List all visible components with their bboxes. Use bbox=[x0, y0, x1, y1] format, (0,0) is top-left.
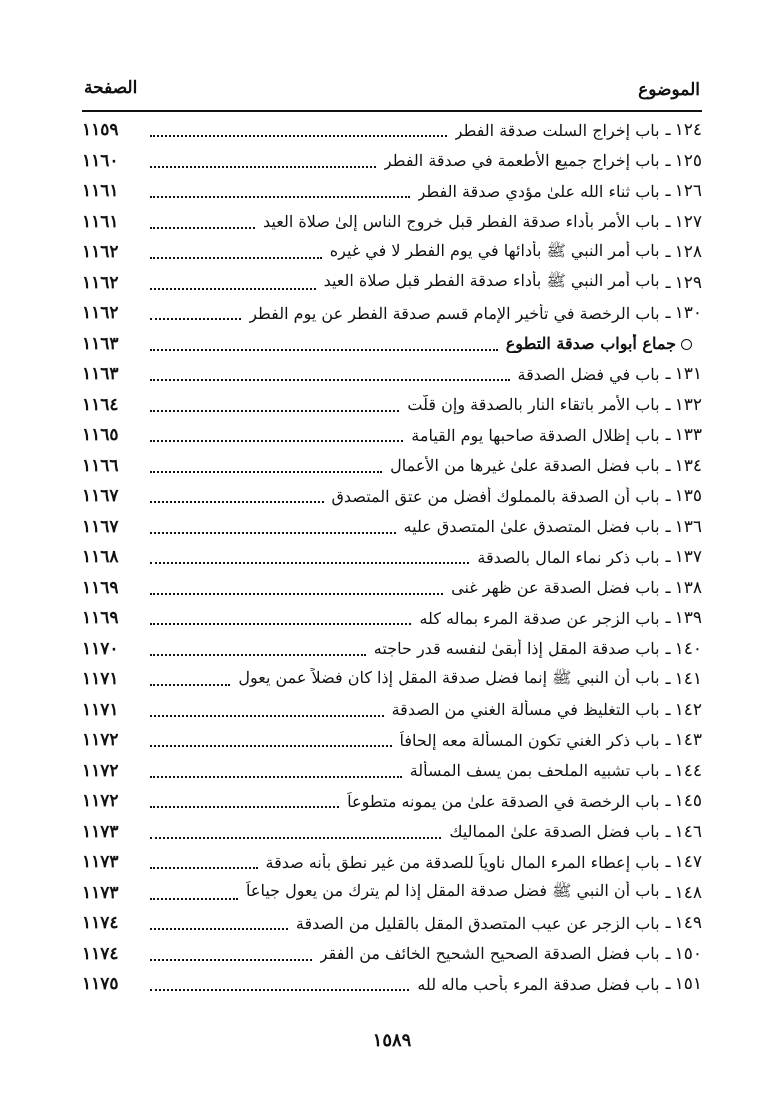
entry-dash: ـ bbox=[665, 730, 671, 751]
entry-dash: ـ bbox=[665, 425, 671, 446]
entry-page-number: ١١٧٤ bbox=[82, 913, 119, 934]
entry-number: ١٤٥ bbox=[674, 791, 702, 812]
toc-entry[interactable] bbox=[82, 512, 702, 543]
entry-dash: ـ bbox=[665, 211, 671, 232]
entry-page-number: ١١٧٢ bbox=[82, 791, 119, 812]
entry-number: ١٢٤ bbox=[674, 120, 702, 141]
dot-leader bbox=[150, 337, 498, 351]
entry-number: ١٣٢ bbox=[674, 394, 702, 415]
entry-title-text: باب ذكر الغني تكون المسألة معه إلحافاً bbox=[399, 730, 660, 750]
entry-title-text: باب إظلال الصدقة صاحبها يوم القيامة bbox=[411, 425, 660, 445]
entry-dash: ـ bbox=[665, 760, 671, 781]
entry-title bbox=[506, 334, 692, 353]
entry-title bbox=[324, 271, 660, 294]
entry-dash: ـ bbox=[665, 577, 671, 598]
entry-title bbox=[296, 914, 660, 933]
entry-title-text: باب أن النبي ﷺ إنما فضل صدقة المقل إذا كان فضلاً عمن يعول bbox=[238, 667, 660, 687]
entry-title bbox=[347, 792, 659, 811]
entry-title bbox=[451, 578, 659, 597]
dot-leader bbox=[150, 276, 316, 290]
entry-title bbox=[263, 212, 660, 231]
entry-page-number: ١١٧١ bbox=[82, 699, 119, 720]
page-number: ١٥٨٩ bbox=[372, 1030, 412, 1051]
entry-title bbox=[407, 395, 659, 414]
entry-title-text: باب إخراج جميع الأطعمة في صدقة الفطر bbox=[383, 151, 660, 171]
entry-title-text: باب فضل صدقة المرء بأحب ماله لله bbox=[417, 974, 660, 994]
entry-page-number: ١١٧١ bbox=[82, 669, 119, 690]
toc-page bbox=[82, 70, 702, 1060]
entry-dash: ـ bbox=[665, 120, 671, 141]
toc-entry[interactable] bbox=[82, 695, 702, 726]
entry-dash: ـ bbox=[665, 699, 671, 720]
entry-title-text: باب الرخصة في تأخير الإمام قسم صدقة الفطر عن يوم الفطر bbox=[249, 303, 660, 323]
entry-dash: ـ bbox=[665, 455, 671, 476]
dot-leader bbox=[150, 489, 324, 503]
entry-page-number: ١١٦٥ bbox=[82, 425, 119, 446]
entry-number: ١٣٤ bbox=[674, 455, 702, 476]
toc-entry[interactable] bbox=[82, 207, 702, 238]
entry-title bbox=[477, 548, 659, 567]
entry-dash: ـ bbox=[665, 943, 671, 964]
dot-leader bbox=[150, 733, 392, 747]
toc-entry[interactable] bbox=[82, 573, 702, 604]
entry-dash: ـ bbox=[665, 303, 671, 324]
toc-entry[interactable] bbox=[82, 786, 702, 817]
dot-leader bbox=[150, 977, 409, 991]
entry-page-number: ١١٧٣ bbox=[82, 821, 119, 842]
entry-number: ١٤٧ bbox=[674, 852, 702, 873]
dot-leader bbox=[150, 764, 402, 778]
entry-page-number: ١١٦٧ bbox=[82, 516, 119, 537]
entry-title bbox=[417, 975, 659, 994]
dot-leader bbox=[150, 947, 312, 961]
entry-number: ١٥٠ bbox=[674, 943, 702, 964]
entry-number: ١٢٩ bbox=[674, 272, 702, 293]
entry-title bbox=[332, 487, 660, 506]
dot-leader bbox=[150, 642, 366, 656]
entry-number: ١٢٦ bbox=[674, 181, 702, 202]
entry-page-number: ١١٧٥ bbox=[82, 974, 119, 995]
dot-leader bbox=[150, 794, 339, 808]
toc-entry[interactable] bbox=[82, 664, 702, 695]
entry-title bbox=[249, 304, 659, 323]
entry-dash: ـ bbox=[665, 638, 671, 659]
entry-title-text: باب الزجر عن عيب المتصدق المقل بالقليل من الصدقة bbox=[295, 913, 660, 933]
dot-leader bbox=[150, 398, 399, 412]
entry-title bbox=[418, 182, 660, 201]
entry-dash: ـ bbox=[665, 974, 671, 995]
entry-dash: ـ bbox=[665, 486, 671, 507]
entry-number: ١٤٢ bbox=[674, 699, 702, 720]
entry-number: ١٢٧ bbox=[674, 211, 702, 232]
toc-entry[interactable] bbox=[82, 298, 702, 329]
entry-title bbox=[390, 456, 660, 475]
entry-page-number: ١١٧٣ bbox=[82, 852, 119, 873]
section-circle-icon bbox=[681, 339, 692, 350]
entry-page-number: ١١٦٢ bbox=[82, 303, 119, 324]
entry-title-text: باب أمر النبي ﷺ بأدائها في يوم الفطر لا في غيره bbox=[329, 240, 660, 260]
entry-title bbox=[384, 151, 660, 170]
toc-header bbox=[82, 70, 702, 106]
entry-number: ١٣٧ bbox=[674, 547, 702, 568]
dot-leader bbox=[150, 916, 288, 930]
entry-title-text: باب فضل الصدقة الصحيح الشحيح الخائف من الفقر bbox=[319, 944, 660, 964]
entry-title bbox=[392, 700, 660, 719]
dot-leader bbox=[150, 611, 411, 625]
toc-entry[interactable] bbox=[82, 146, 702, 177]
entry-title bbox=[320, 944, 660, 963]
toc-entry[interactable] bbox=[82, 634, 702, 665]
dot-leader bbox=[150, 367, 510, 381]
entry-number: ١٣٥ bbox=[674, 486, 702, 507]
entry-title bbox=[374, 639, 660, 658]
dot-leader bbox=[150, 428, 403, 442]
dot-leader bbox=[150, 855, 258, 869]
entry-page-number: ١١٧٣ bbox=[82, 882, 119, 903]
entry-page-number: ١١٦٩ bbox=[82, 608, 119, 629]
entry-title-text: باب أن النبي ﷺ فضل صدقة المقل إذا لم يترك من يعول جياعاً bbox=[246, 881, 660, 901]
entry-dash: ـ bbox=[665, 364, 671, 385]
entry-page-number: ١١٧٢ bbox=[82, 760, 119, 781]
toc-entry[interactable] bbox=[82, 268, 702, 299]
toc-entry[interactable] bbox=[82, 451, 702, 482]
entry-number: ١٥١ bbox=[674, 974, 702, 995]
entry-dash: ـ bbox=[665, 821, 671, 842]
entry-dash: ـ bbox=[665, 791, 671, 812]
entry-page-number: ١١٦٧ bbox=[82, 486, 119, 507]
entry-dash: ـ bbox=[665, 852, 671, 873]
entry-title-text: باب فضل الصدقة علىٰ المماليك bbox=[449, 822, 660, 842]
entry-number: ١٣٦ bbox=[674, 516, 702, 537]
entry-number: ١٣٠ bbox=[674, 303, 702, 324]
header-divider bbox=[82, 110, 702, 112]
entry-page-number: ١١٧٤ bbox=[82, 943, 119, 964]
entry-title bbox=[455, 121, 660, 140]
entry-page-number: ١١٦٣ bbox=[82, 364, 119, 385]
entry-title bbox=[410, 761, 660, 780]
toc-list bbox=[82, 115, 702, 1000]
entry-title-text: باب الزجر عن صدقة المرء بماله كله bbox=[419, 608, 660, 628]
entry-page-number: ١١٦٩ bbox=[82, 577, 119, 598]
entry-number: ١٤٠ bbox=[674, 638, 702, 659]
entry-number: ١٢٨ bbox=[674, 242, 702, 263]
entry-title bbox=[411, 426, 659, 445]
entry-title bbox=[330, 241, 660, 264]
entry-title-text: باب تشبيه الملحف بمن يسف المسألة bbox=[409, 761, 660, 781]
entry-number: ١٤٤ bbox=[674, 760, 702, 781]
toc-entry[interactable] bbox=[82, 969, 702, 1000]
entry-title-text: باب إخراج السلت صدقة الفطر bbox=[454, 120, 660, 140]
dot-leader bbox=[150, 215, 255, 229]
toc-entry[interactable] bbox=[82, 908, 702, 939]
toc-entry[interactable] bbox=[82, 115, 702, 146]
toc-entry[interactable] bbox=[82, 390, 702, 421]
entry-title-text: باب أمر النبي ﷺ بأداء صدقة الفطر قبل صلاة العيد bbox=[323, 271, 660, 291]
entry-title-text: باب ثناء الله علىٰ مؤدي صدقة الفطر bbox=[417, 181, 660, 201]
dot-leader bbox=[150, 306, 241, 320]
entry-number: ١٤٦ bbox=[674, 821, 702, 842]
entry-page-number: ١١٥٩ bbox=[82, 120, 119, 141]
entry-title bbox=[400, 731, 660, 750]
toc-section-heading[interactable] bbox=[82, 329, 702, 360]
dot-leader bbox=[150, 123, 447, 137]
entry-number: ١٢٥ bbox=[674, 150, 702, 171]
dot-leader bbox=[150, 520, 396, 534]
entry-title-text: باب فضل الصدقة عن ظهر غنى bbox=[451, 578, 660, 598]
toc-entry[interactable] bbox=[82, 176, 702, 207]
toc-entry[interactable] bbox=[82, 847, 702, 878]
entry-title bbox=[449, 822, 659, 841]
entry-title-text: باب الرخصة في الصدقة علىٰ من يمونه متطوعاً bbox=[347, 791, 660, 811]
entry-title-text: باب التغليظ في مسألة الغني من الصدقة bbox=[391, 700, 660, 720]
entry-title-text: باب فضل الصدقة علىٰ غيرها من الأعمال bbox=[390, 456, 660, 476]
entry-page-number: ١١٦٢ bbox=[82, 272, 119, 293]
entry-dash: ـ bbox=[665, 150, 671, 171]
entry-page-number: ١١٦٢ bbox=[82, 242, 119, 263]
entry-dash: ـ bbox=[665, 181, 671, 202]
toc-entry[interactable] bbox=[82, 542, 702, 573]
toc-entry[interactable] bbox=[82, 420, 702, 451]
entry-page-number: ١١٦١ bbox=[82, 211, 119, 232]
dot-leader bbox=[150, 154, 376, 168]
entry-title-text: باب صدقة المقل إذا أبقىٰ لنفسه قدر حاجته bbox=[373, 639, 660, 659]
entry-page-number: ١١٧٢ bbox=[82, 730, 119, 751]
entry-dash: ـ bbox=[665, 608, 671, 629]
dot-leader bbox=[150, 184, 410, 198]
dot-leader bbox=[150, 550, 469, 564]
entry-page-number: ١١٦٤ bbox=[82, 394, 119, 415]
toc-entry[interactable] bbox=[82, 603, 702, 634]
dot-leader bbox=[150, 581, 443, 595]
entry-dash: ـ bbox=[665, 242, 671, 263]
entry-dash: ـ bbox=[665, 516, 671, 537]
toc-entry[interactable] bbox=[82, 817, 702, 848]
entry-title-text: باب ذكر نماء المال بالصدقة bbox=[477, 547, 660, 567]
toc-entry[interactable] bbox=[82, 725, 702, 756]
entry-number: ١٣١ bbox=[674, 364, 702, 385]
entry-title-text: باب إعطاء المرء المال ناوياً للصدقة من غير نطق بأنه صدقة bbox=[265, 852, 660, 872]
toc-entry[interactable] bbox=[82, 756, 702, 787]
dot-leader bbox=[150, 459, 382, 473]
dot-leader bbox=[150, 825, 441, 839]
entry-dash: ـ bbox=[665, 913, 671, 934]
header-page-label: الصفحة bbox=[84, 78, 138, 98]
entry-number: ١٤١ bbox=[674, 669, 702, 690]
dot-leader bbox=[150, 703, 384, 717]
toc-entry[interactable] bbox=[82, 481, 702, 512]
entry-number: ١٤٣ bbox=[674, 730, 702, 751]
entry-title bbox=[266, 853, 660, 872]
entry-dash: ـ bbox=[665, 394, 671, 415]
entry-number: ١٣٣ bbox=[674, 425, 702, 446]
entry-page-number: ١١٧٠ bbox=[82, 638, 119, 659]
dot-leader bbox=[150, 672, 230, 686]
entry-dash: ـ bbox=[665, 272, 671, 293]
entry-title bbox=[404, 517, 660, 536]
toc-entry[interactable] bbox=[82, 878, 702, 909]
entry-title bbox=[518, 365, 660, 384]
dot-leader bbox=[150, 886, 238, 900]
entry-page-number: ١١٦٣ bbox=[82, 333, 119, 354]
entry-dash: ـ bbox=[665, 547, 671, 568]
entry-page-number: ١١٦١ bbox=[82, 181, 119, 202]
header-topic-label: الموضوع bbox=[638, 80, 700, 100]
entry-page-number: ١١٦٠ bbox=[82, 150, 119, 171]
entry-page-number: ١١٦٦ bbox=[82, 455, 119, 476]
entry-title-text: باب فضل المتصدق علىٰ المتصدق عليه bbox=[403, 517, 660, 537]
entry-page-number: ١١٦٨ bbox=[82, 547, 119, 568]
toc-entry[interactable] bbox=[82, 237, 702, 268]
entry-title bbox=[238, 668, 659, 691]
toc-entry[interactable] bbox=[82, 939, 702, 970]
entry-number: ١٤٩ bbox=[674, 913, 702, 934]
entry-title-text: باب في فضل الصدقة bbox=[517, 364, 660, 384]
entry-number: ١٤٨ bbox=[674, 882, 702, 903]
entry-title bbox=[419, 609, 659, 628]
toc-entry[interactable] bbox=[82, 359, 702, 390]
dot-leader bbox=[150, 245, 322, 259]
entry-number: ١٣٨ bbox=[674, 577, 702, 598]
entry-number: ١٣٩ bbox=[674, 608, 702, 629]
entry-title-text: باب الأمر باتقاء النار بالصدقة وإن قلّت bbox=[407, 395, 660, 415]
entry-title-text: باب الأمر بأداء صدقة الفطر قبل خروج الناس إلىٰ صلاة العيد bbox=[263, 212, 660, 232]
entry-title bbox=[246, 881, 660, 904]
entry-title-text: جماع أبواب صدقة التطوع bbox=[505, 334, 676, 354]
entry-title-text: باب أن الصدقة بالمملوك أفضل من عتق المتصدق bbox=[331, 486, 660, 506]
entry-dash: ـ bbox=[665, 669, 671, 690]
entry-dash: ـ bbox=[665, 882, 671, 903]
